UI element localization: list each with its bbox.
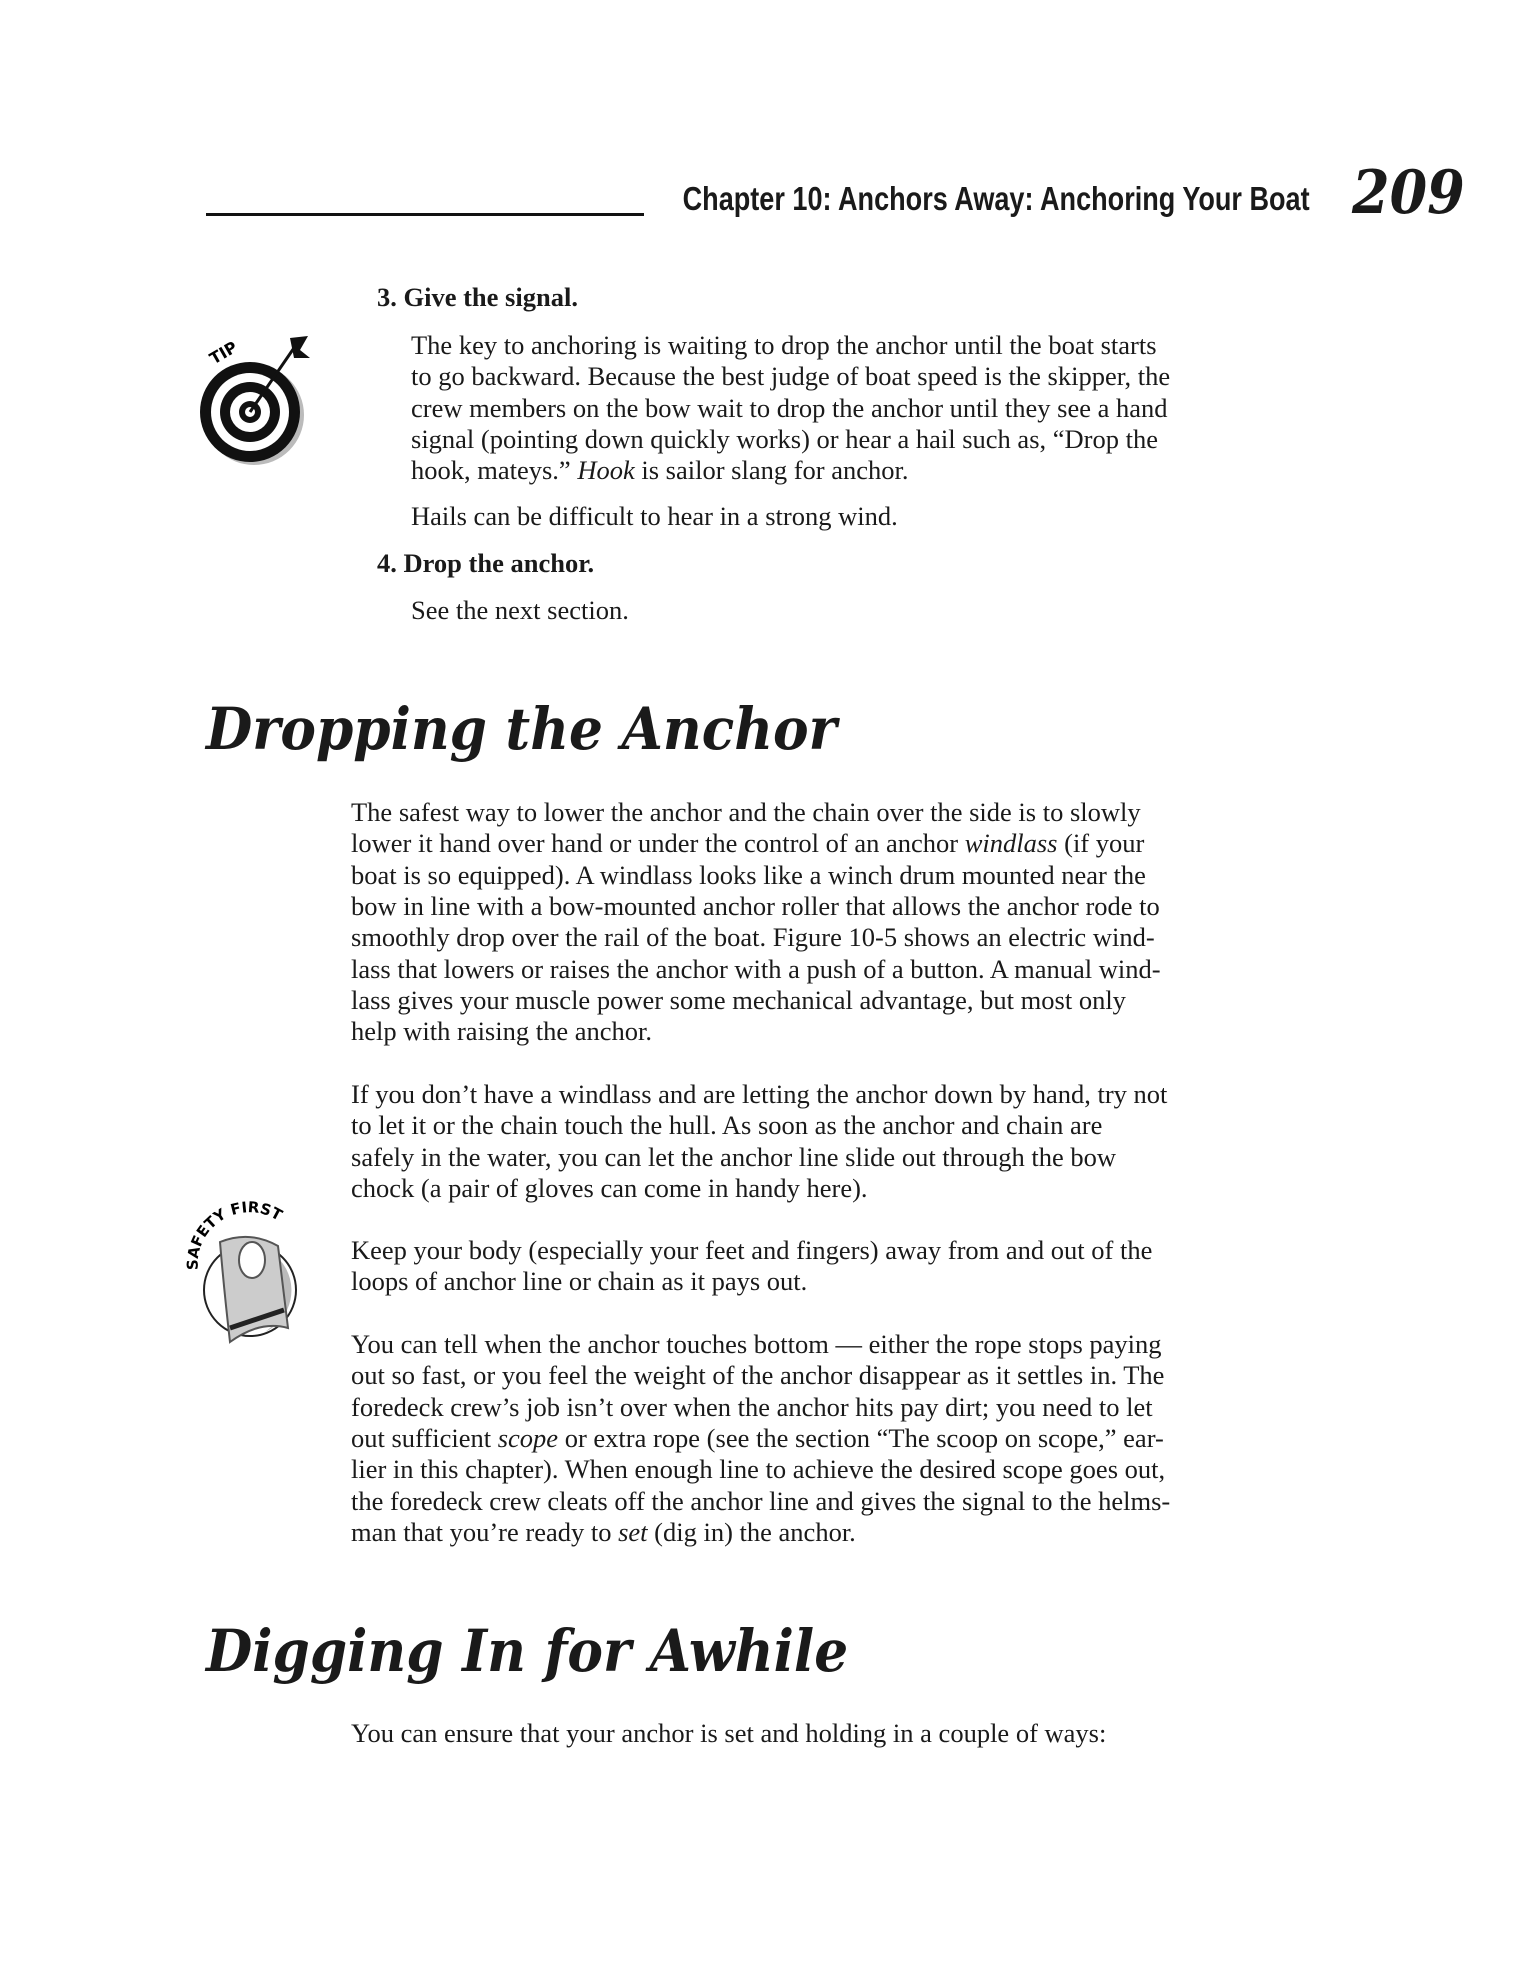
text-run: You can tell when the anchor touches bottom — either the rope stops paying [351,1329,1162,1359]
text-run: smoothly drop over the rail of the boat. Figure 10-5 shows an electric wind- [351,922,1155,953]
text-run: lass that lowers or raises the anchor with a push of a button. A manual wind- [351,953,1161,984]
text-line [351,1454,1165,1485]
text-run: or extra rope (see the section “The scoop on scope,” ear- [558,1422,1164,1453]
text-run: man that you’re ready to [351,1516,619,1547]
italic-term: set [618,1516,648,1547]
text-line [411,330,1157,361]
italic-term: scope [497,1422,559,1453]
text-run: to let it or the chain touch the hull. As soon as the anchor and chain are [351,1110,1103,1141]
text-line [351,1110,1102,1141]
text-line [351,1329,1162,1360]
text-line [351,860,1146,891]
page-number: 209 [1352,158,1465,228]
text-run: boat is so equipped). A windlass looks like a winch drum mounted near the [351,859,1146,890]
text-line [351,1517,856,1548]
italic-term: windlass [964,828,1058,859]
text-run: out so fast, or you feel the weight of the anchor disappear as it settles in. The [351,1360,1165,1391]
text-line [351,1392,1153,1423]
text-run: signal (pointing down quickly works) or hear a hail such as, “Drop the [411,423,1158,454]
text-run: bow in line with a bow-mounted anchor roller that allows the anchor rode to [351,890,1160,921]
section-heading: Digging In for Awhile [206,1617,849,1685]
text-line [351,1173,868,1204]
text-line [351,1360,1164,1391]
tip-icon [198,330,318,475]
text-run: If you don’t have a windlass and are letting the anchor down by hand, try not [351,1079,1168,1109]
text-run: Keep your body (especially your feet and fingers) away from and out of the [351,1235,1153,1265]
text-line [351,1235,1152,1266]
text-run: hook, mateys.” [411,455,578,486]
text-run: See the next section. [411,595,629,625]
running-header: Chapter 10: Anchors Away: Anchoring Your Boat [683,180,1310,217]
safety-first-icon [180,1200,310,1355]
text-run: lass gives your muscle power some mechanical advantage, but most only [351,984,1126,1015]
text-run: lower it hand over hand or under the control of an anchor [351,828,965,859]
text-line [411,455,909,486]
text-run: The key to anchoring is waiting to drop the anchor until the boat starts [411,330,1157,360]
text-run: chock (a pair of gloves can come in handy here). [351,1172,868,1203]
text-run: is sailor slang for anchor. [634,455,909,486]
text-run: to go backward. Because the best judge of boat speed is the skipper, the [411,361,1171,392]
text-run: help with raising the anchor. [351,1016,652,1047]
text-line [351,891,1160,922]
text-line [351,954,1161,985]
text-line [351,1079,1167,1110]
text-run: You can ensure that your anchor is set and holding in a couple of ways: [351,1718,1107,1748]
text-line [351,1142,1116,1173]
text-run: lier in this chapter). When enough line to achieve the desired scope goes out, [351,1454,1166,1485]
text-run: Hails can be difficult to hear in a strong wind. [411,501,898,531]
text-run: The safest way to lower the anchor and the chain over the side is to slowly [351,797,1141,827]
text-line [411,393,1168,424]
italic-term: Hook [577,455,635,486]
svg-text:SAFETY FIRST!: SAFETY FIRST [183,1200,286,1271]
text-line [351,1016,652,1047]
step-heading: 4. Drop the anchor. [377,548,595,578]
header-rule [206,213,644,216]
text-line [411,424,1158,455]
text-run: (dig in) the anchor. [647,1516,856,1547]
text-run: loops of anchor line or chain as it pays out. [351,1266,808,1297]
text-line [411,361,1170,392]
text-line [351,1423,1164,1454]
text-line [411,501,898,532]
svg-text:TIP: TIP [206,337,241,369]
text-line [411,595,629,626]
text-line [351,985,1126,1016]
text-line [351,1486,1170,1517]
text-line [351,1266,807,1297]
section-heading: Dropping the Anchor [206,695,837,763]
text-run: out sufficient [351,1422,498,1453]
text-run: the foredeck crew cleats off the anchor line and gives the signal to the helms- [351,1485,1171,1516]
text-run: crew members on the bow wait to drop the anchor until they see a hand [411,392,1168,423]
step-heading: 3. Give the signal. [377,282,578,312]
text-line [351,797,1141,828]
text-line [351,922,1155,953]
text-run: (if your [1057,828,1145,859]
text-run: foredeck crew’s job isn’t over when the anchor hits pay dirt; you need to let [351,1391,1153,1422]
text-line [351,828,1144,859]
text-line [351,1718,1106,1749]
text-run: safely in the water, you can let the anchor line slide out through the bow [351,1141,1117,1172]
